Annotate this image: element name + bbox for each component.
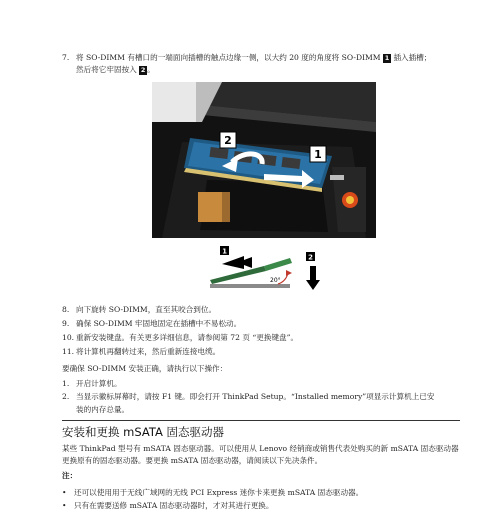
list-item: 2. 当显示徽标屏幕时，请按 F1 键。即会打开 ThinkPad Setup。“Installed memory”项显示计算机上已安 — [62, 392, 435, 401]
verify-steps — [62, 377, 462, 416]
step-text: 然后将它牢固按入 — [76, 65, 137, 74]
bullet-item: • 只有在需要送修 mSATA 固态驱动器时，才对其进行更换。 — [62, 501, 274, 510]
list-item: 10. 重新安装键盘。有关更多详细信息，请参阅第 72 页 “更换键盘”。 — [62, 333, 299, 342]
angle-label: 20° — [270, 277, 281, 284]
list-item-continuation: 装的内存总量。 — [76, 405, 130, 414]
step-text: 插入插槽； — [393, 53, 432, 62]
insertion-angle-diagram — [206, 244, 330, 292]
list-item: 11. 将计算机再翻转过来，然后重新连接电缆。 — [62, 347, 221, 356]
photo-callout-1: 1 — [314, 148, 322, 161]
diagram-callout-1: 1 — [222, 247, 227, 256]
step-text: 将 SO-DIMM 有槽口的一端面向插槽的触点边缘一侧，以大约 20 度的角度将 SO-DIMM — [76, 53, 381, 62]
list-item: 8. 向下旋转 SO-DIMM，直至其咬合到位。 — [62, 305, 217, 314]
step-number: 7. — [62, 53, 70, 62]
note-label: 注： — [62, 471, 78, 480]
callout-badge-2: 2 — [140, 65, 146, 74]
step-list — [62, 303, 462, 359]
section-paragraph: 某些 ThinkPad 型号有 mSATA 固态驱动器。可以使用从 Lenovo 经销商或销售代表处购买的新 mSATA 固态驱动器更换原有的固态驱动器。要更换 mSATA 固态驱动器，请阅读以下先决条件。 — [62, 444, 459, 465]
step-7: 7. 将 SO-DIMM 有槽口的一端面向插槽的触点边缘一侧，以大约 20 度的角度将 SO-DIMM 1 插入插槽； 然后将它牢固按入 2 。 — [62, 53, 432, 74]
callout-badge-1: 1 — [384, 53, 390, 62]
note-bullets — [62, 486, 462, 512]
verify-intro: 要确保 SO-DIMM 安装正确，请执行以下操作： — [62, 364, 228, 373]
bullet-item: • 还可以使用用于无线广域网的无线 PCI Express 迷你卡来更换 mSATA 固态驱动器。 — [62, 488, 364, 497]
list-item: 1. 开启计算机。 — [62, 379, 122, 388]
list-item: 9. 确保 SO-DIMM 牢固地固定在插槽中不易松动。 — [62, 319, 242, 328]
diagram-callout-2: 2 — [308, 253, 313, 262]
photo-callout-2: 2 — [224, 134, 232, 147]
section-heading: 安装和更换 mSATA 固态驱动器 — [62, 420, 460, 440]
memory-install-photo — [152, 82, 376, 238]
